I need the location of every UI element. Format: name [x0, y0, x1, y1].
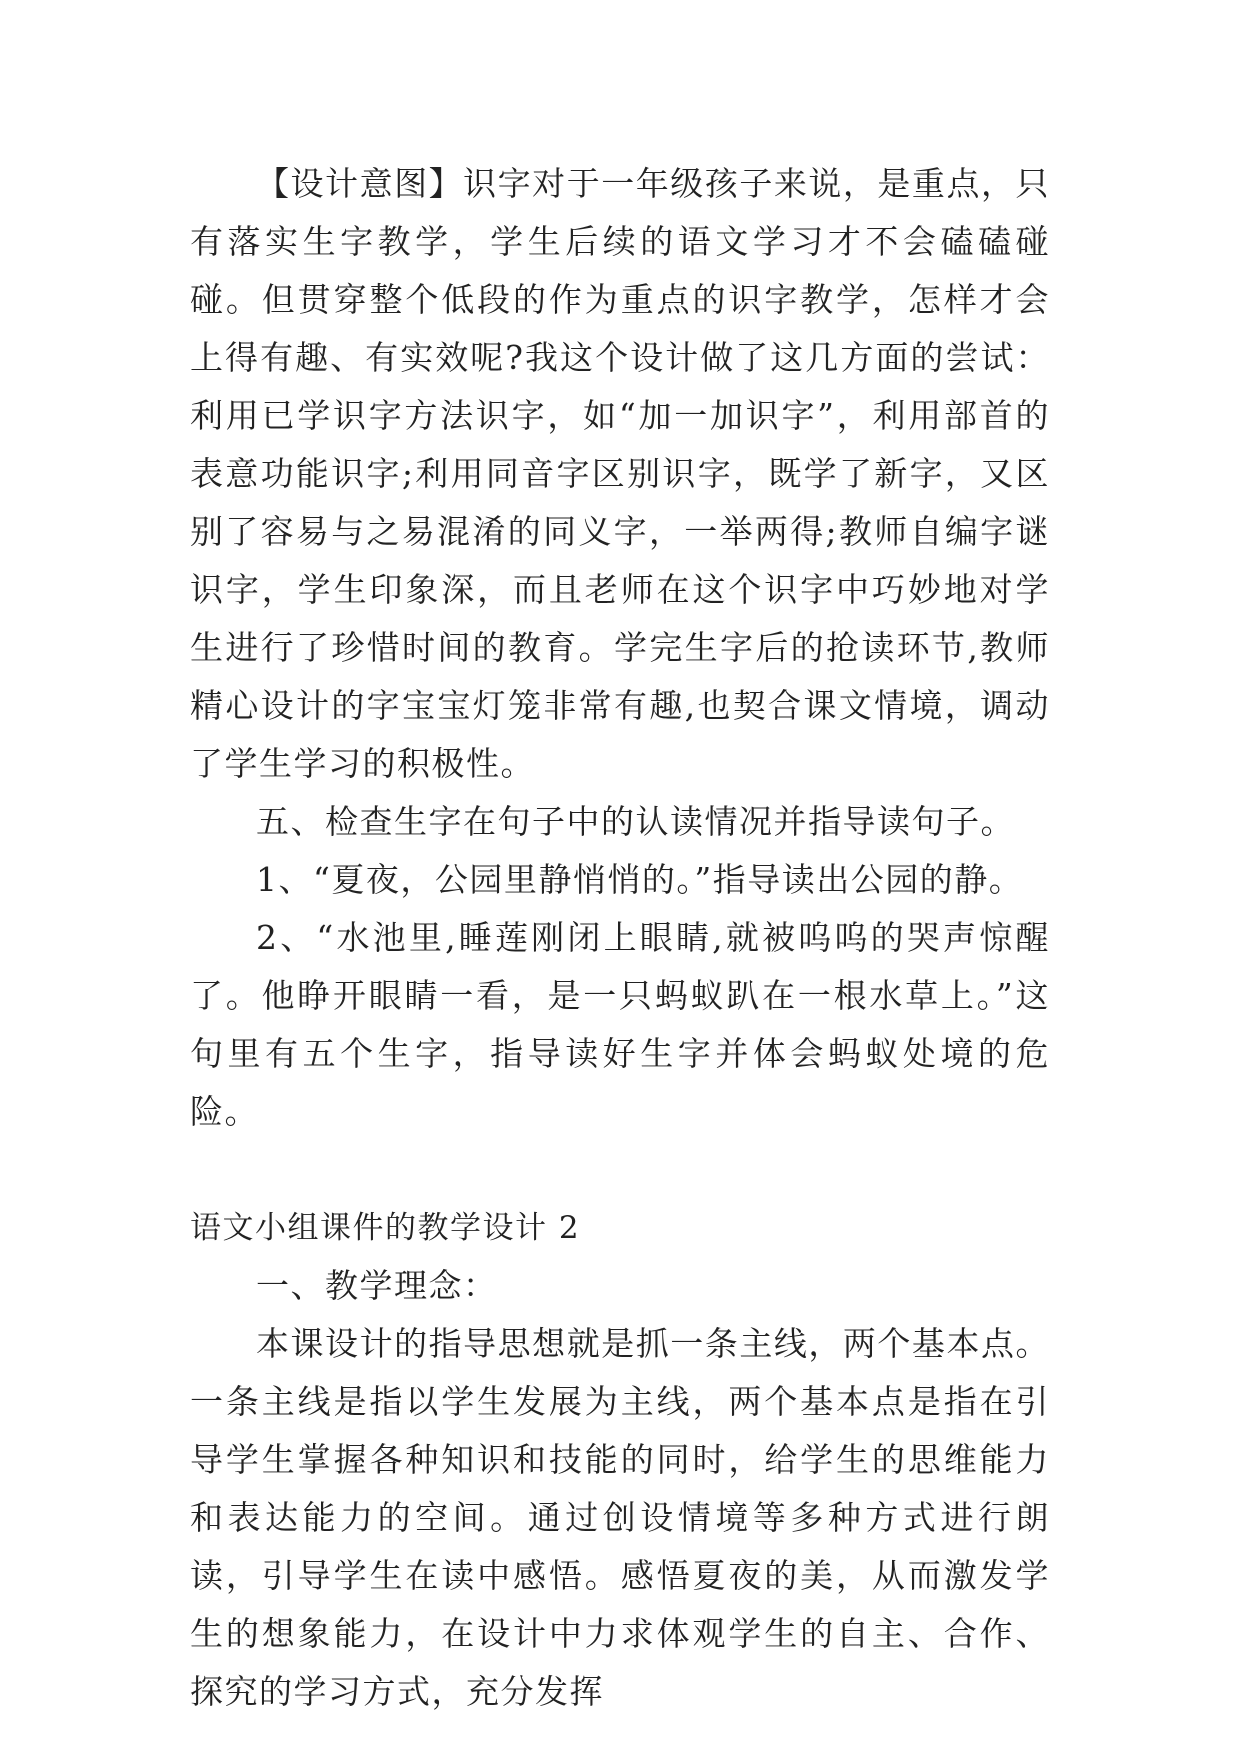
teaching-concept-paragraph: 本课设计的指导思想就是抓一条主线，两个基本点。一条主线是指以学生发展为主线，两个基本点是指在引导学生掌握各种知识和技能的同时，给学生的思维能力和表达能力的空间。通过创设情境等多种方式进行朗读，引导学生在读中感悟。感悟夏夜的美，从而激发学生的想象能力，在设计中力求体观学生的自主、合作、探究的学习方式，充分发挥	[190, 1324, 1050, 1711]
step-five-paragraph: 五、检查生字在句子中的认读情况并指导读句子。	[256, 802, 1015, 841]
section-title: 语文小组课件的教学设计 2	[190, 1210, 581, 1246]
document-page	[190, 155, 1050, 1721]
sentence-two-paragraph: 2、“水池里,睡莲刚闭上眼睛,就被呜呜的哭声惊醒了。他睁开眼睛一看，是一只蚂蚁趴在一根水草上。”这句里有五个生字，指导读好生字并体会蚂蚁处境的危险。	[190, 918, 1050, 1131]
teaching-concept-heading: 一、教学理念：	[256, 1266, 498, 1305]
sentence-one-paragraph: 1、“夏夜，公园里静悄悄的。”指导读出公园的静。	[256, 860, 1024, 899]
design-intent-paragraph: 【设计意图】识字对于一年级孩子来说，是重点，只有落实生字教学，学生后续的语文学习才不会磕磕碰碰。但贯穿整个低段的作为重点的识字教学，怎样才会上得有趣、有实效呢?我这个设计做了这几方面的尝试：利用已学识字方法识字，如“加一加识字”，利用部首的表意功能识字;利用同音字区别识字，既学了新字，又区别了容易与之易混淆的同义字，一举两得;教师自编字谜识字，学生印象深，而且老师在这个识字中巧妙地对学生进行了珍惜时间的教育。学完生字后的抢读环节,教师精心设计的字宝宝灯笼非常有趣,也契合课文情境，调动了学生学习的积极性。	[190, 164, 1050, 783]
